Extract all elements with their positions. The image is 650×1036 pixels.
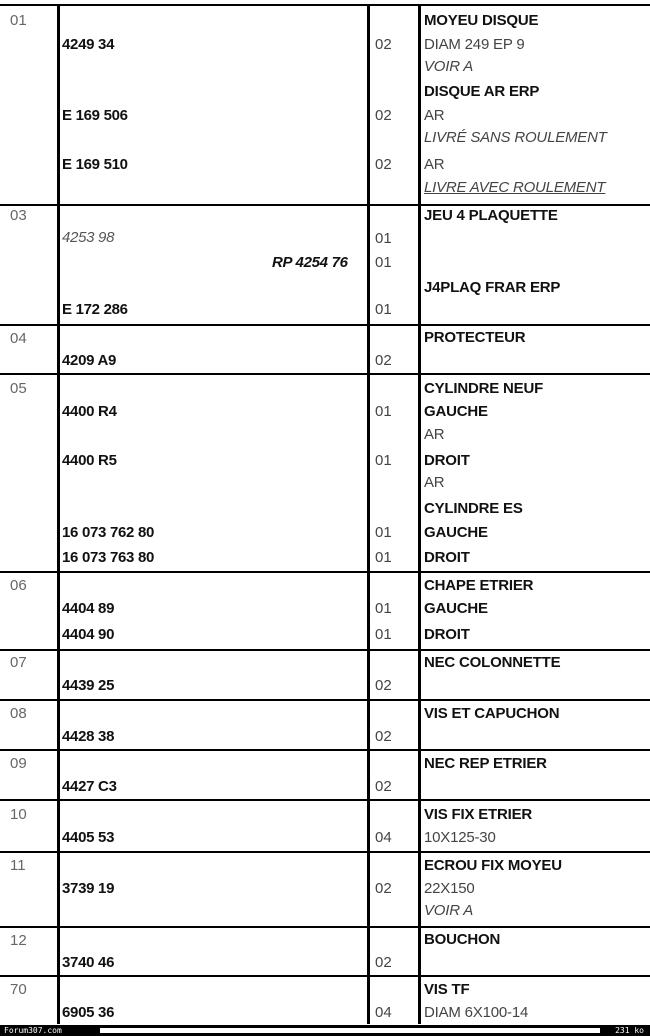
part-description: BOUCHON <box>424 931 501 948</box>
part-note: VOIR A <box>424 902 474 919</box>
quantity: 04 <box>375 829 392 846</box>
row-divider <box>0 926 650 928</box>
quantity: 02 <box>375 728 392 745</box>
part-description: JEU 4 PLAQUETTE <box>424 207 558 224</box>
part-number: 4209 A9 <box>62 352 117 369</box>
row-divider <box>0 799 650 801</box>
image-footer <box>0 1025 650 1036</box>
quantity: 01 <box>375 524 392 541</box>
row-divider <box>0 373 650 375</box>
row-divider <box>0 699 650 701</box>
part-number: 4249 34 <box>62 36 115 53</box>
part-description: CHAPE ETRIER <box>424 577 534 594</box>
part-description: VIS TF <box>424 981 470 998</box>
part-number: 16 073 762 80 <box>62 524 155 541</box>
row-ref: 08 <box>10 705 27 722</box>
row-ref: 06 <box>10 577 27 594</box>
row-ref: 04 <box>10 330 27 347</box>
part-description: DISQUE AR ERP <box>424 83 540 100</box>
quantity: 01 <box>375 626 392 643</box>
part-detail: DIAM 6X100-14 <box>424 1004 529 1021</box>
quantity: 02 <box>375 954 392 971</box>
quantity: 02 <box>375 36 392 53</box>
row-divider <box>0 204 650 206</box>
column-rule <box>418 4 421 1024</box>
part-description: J4PLAQ FRAR ERP <box>424 279 561 296</box>
part-number: 4427 C3 <box>62 778 117 795</box>
part-side: DROIT <box>424 626 470 643</box>
column-rule <box>57 4 60 1024</box>
quantity: 01 <box>375 600 392 617</box>
part-description: CYLINDRE ES <box>424 500 523 517</box>
part-detail: 22X150 <box>424 880 475 897</box>
quantity: 01 <box>375 403 392 420</box>
footer-bar <box>100 1028 600 1033</box>
part-number: 3739 19 <box>62 880 115 897</box>
part-detail: DIAM 249 EP 9 <box>424 36 525 53</box>
part-description: CYLINDRE NEUF <box>424 380 544 397</box>
row-divider <box>0 324 650 326</box>
row-ref: 01 <box>10 12 27 29</box>
quantity: 01 <box>375 230 392 247</box>
part-side: GAUCHE <box>424 403 488 420</box>
part-side: DROIT <box>424 549 470 566</box>
part-number: E 169 510 <box>62 156 128 173</box>
part-description: NEC COLONNETTE <box>424 654 561 671</box>
quantity: 02 <box>375 156 392 173</box>
part-detail: AR <box>424 474 445 491</box>
row-divider <box>0 749 650 751</box>
part-number: 16 073 763 80 <box>62 549 155 566</box>
file-size: 231 ko <box>615 1026 644 1035</box>
part-note: LIVRE AVEC ROULEMENT <box>424 179 606 196</box>
part-description: ECROU FIX MOYEU <box>424 857 562 874</box>
row-divider <box>0 571 650 573</box>
part-side: GAUCHE <box>424 600 488 617</box>
quantity: 02 <box>375 778 392 795</box>
row-ref: 11 <box>10 857 26 874</box>
row-ref: 07 <box>10 654 27 671</box>
part-number: 4404 90 <box>62 626 115 643</box>
quantity: 01 <box>375 452 392 469</box>
row-ref: 09 <box>10 755 27 772</box>
part-note: LIVRÉ SANS ROULEMENT <box>424 129 607 146</box>
part-number: E 172 286 <box>62 301 128 318</box>
part-number-replacement: RP 4254 76 <box>272 254 348 271</box>
part-side: GAUCHE <box>424 524 488 541</box>
quantity: 02 <box>375 880 392 897</box>
part-number: 6905 36 <box>62 1004 115 1021</box>
quantity: 01 <box>375 549 392 566</box>
part-number: 4404 89 <box>62 600 115 617</box>
part-number-superseded: 4253 98 <box>62 229 115 246</box>
site-watermark: Forum307.com <box>4 1026 62 1035</box>
row-divider <box>0 851 650 853</box>
part-number: 4400 R4 <box>62 403 117 420</box>
part-number: 4400 R5 <box>62 452 117 469</box>
part-detail: AR <box>424 426 445 443</box>
part-detail: 10X125-30 <box>424 829 496 846</box>
part-number: 4428 38 <box>62 728 115 745</box>
row-divider <box>0 4 650 6</box>
row-ref: 12 <box>10 932 27 949</box>
part-number: 4439 25 <box>62 677 115 694</box>
row-ref: 05 <box>10 380 27 397</box>
part-number: 4405 53 <box>62 829 115 846</box>
part-description: NEC REP ETRIER <box>424 755 547 772</box>
part-description: VIS ET CAPUCHON <box>424 705 560 722</box>
part-description: MOYEU DISQUE <box>424 12 539 29</box>
part-note: VOIR A <box>424 58 474 75</box>
row-ref: 70 <box>10 981 27 998</box>
quantity: 01 <box>375 301 392 318</box>
quantity: 02 <box>375 107 392 124</box>
part-side: DROIT <box>424 452 470 469</box>
part-number: E 169 506 <box>62 107 128 124</box>
part-description: PROTECTEUR <box>424 329 526 346</box>
part-detail: AR <box>424 107 445 124</box>
row-divider <box>0 649 650 651</box>
part-description: VIS FIX ETRIER <box>424 806 533 823</box>
part-detail: AR <box>424 156 445 173</box>
quantity: 01 <box>375 254 392 271</box>
quantity: 04 <box>375 1004 392 1021</box>
part-number: 3740 46 <box>62 954 115 971</box>
row-ref: 10 <box>10 806 27 823</box>
row-divider <box>0 975 650 977</box>
quantity: 02 <box>375 677 392 694</box>
column-rule <box>367 4 370 1024</box>
row-ref: 03 <box>10 207 27 224</box>
quantity: 02 <box>375 352 392 369</box>
